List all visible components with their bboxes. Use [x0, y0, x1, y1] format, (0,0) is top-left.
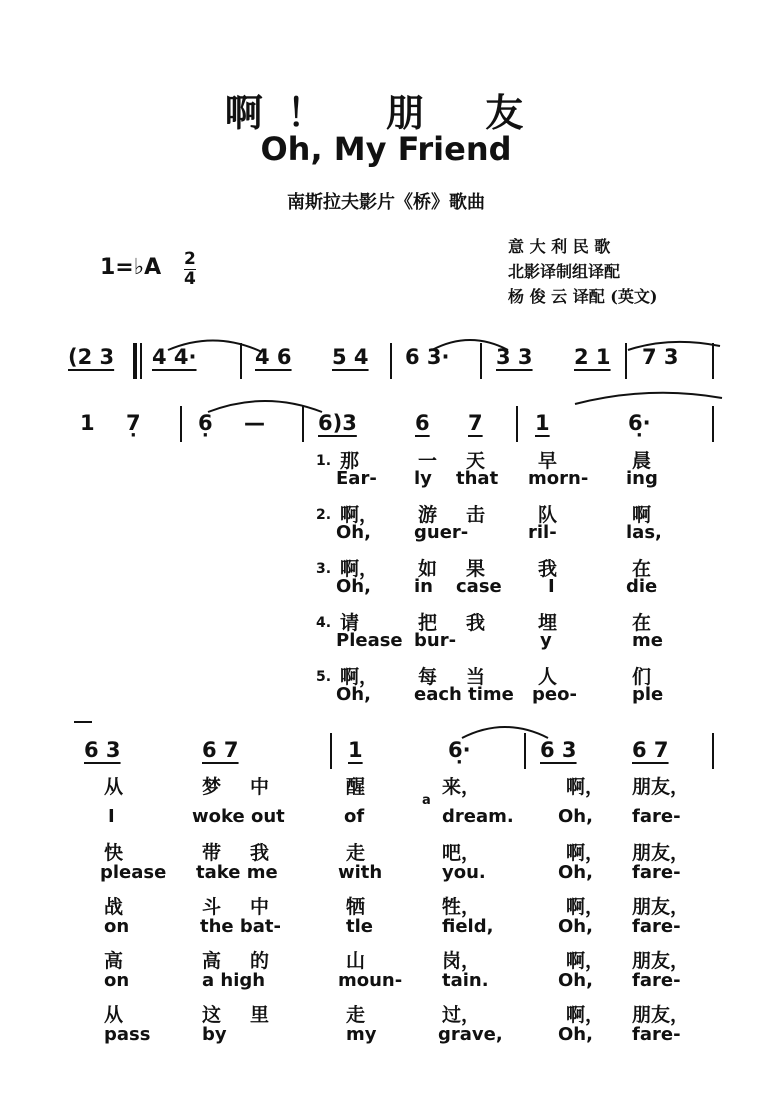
- lyric-cn: 高: [202, 950, 222, 972]
- lyric-cn: 在: [632, 612, 652, 634]
- verse-number: 1.: [316, 453, 332, 469]
- note-group: [540, 738, 577, 762]
- credit-composer: 意 大 利 民 歌: [508, 237, 611, 256]
- lyric-cn: 早: [538, 450, 558, 472]
- lyric-en: I: [548, 576, 555, 597]
- lyric-en: Oh,: [558, 806, 593, 827]
- lyric-cn: 岗，: [442, 950, 481, 972]
- lyric-cn: 里: [250, 1004, 270, 1026]
- lyric-cn: 啊，: [566, 776, 605, 798]
- lyric-en: Please: [336, 630, 403, 651]
- note-group: [496, 345, 533, 369]
- lyric-en: my: [346, 1024, 377, 1045]
- lyric-cn: 朋友，: [632, 896, 690, 918]
- lyric-cn: 们: [632, 666, 652, 688]
- lyric-cn: 我: [466, 612, 486, 634]
- note-text: 6)3: [318, 411, 357, 435]
- lyric-cn: 战: [104, 896, 124, 918]
- lyric-en: Oh,: [336, 684, 371, 705]
- verse-number: 2.: [316, 507, 332, 523]
- barline: [712, 343, 714, 379]
- lyric-en: y: [540, 630, 552, 651]
- barline: [140, 343, 142, 379]
- lyric-cn: 当: [466, 666, 486, 688]
- lyric-cn: 这: [202, 1004, 222, 1026]
- lyric-en: tain.: [442, 970, 489, 991]
- verse-number: 3.: [316, 561, 332, 577]
- credit-translator: 北影译制组译配: [508, 262, 621, 281]
- lyric-en: Oh,: [558, 862, 593, 883]
- lyric-cn: 走: [346, 842, 366, 864]
- lyric-cn: 醒: [346, 776, 366, 798]
- lyric-cn: 啊，: [340, 504, 379, 526]
- lyric-cn: 把: [418, 612, 438, 634]
- lyric-cn: 天: [466, 450, 486, 472]
- barline: [524, 733, 526, 769]
- note-group: [80, 411, 95, 435]
- lyric-en: pass: [104, 1024, 151, 1045]
- lyric-en: moun-: [338, 970, 403, 991]
- note-group: [632, 738, 669, 762]
- lyric-en: fare-: [632, 806, 681, 827]
- lyric-en: that: [456, 468, 499, 489]
- lyric-en: I: [108, 806, 115, 827]
- lyric-en: field,: [442, 916, 494, 937]
- lyric-en: Oh,: [336, 576, 371, 597]
- lyric-en: you.: [442, 862, 486, 883]
- lyric-cn: 我: [250, 842, 270, 864]
- note-group: [255, 345, 292, 369]
- lyric-cn: 击: [466, 504, 486, 526]
- note-group: [405, 345, 450, 369]
- lyric-cn: 牺: [346, 896, 366, 918]
- lyric-cn: 啊，: [566, 842, 605, 864]
- meter-top: 2: [184, 249, 196, 269]
- lyric-cn: 山: [346, 950, 366, 972]
- lyric-cn: 来，: [442, 776, 481, 798]
- lyric-cn: 过，: [442, 1004, 481, 1026]
- lyric-en: fare-: [632, 970, 681, 991]
- note-text: 1: [348, 738, 363, 762]
- note-text: 5 4: [332, 345, 369, 369]
- barline: [180, 406, 182, 442]
- note-text: 6 7: [202, 738, 239, 762]
- lyric-cn: 请: [340, 612, 360, 634]
- lyric-cn: 啊，: [566, 896, 605, 918]
- barline: [480, 343, 482, 379]
- note-text: 6 ·: [198, 411, 213, 435]
- verse-number: 5.: [316, 669, 332, 685]
- lyric-en: in: [414, 576, 433, 597]
- credit-english-translator: 杨 俊 云 译配 (英文): [508, 287, 658, 306]
- note-text: 2 1: [574, 345, 611, 369]
- note-group: [448, 738, 471, 762]
- note-text: (2 3: [68, 345, 115, 369]
- lyric-en: guer-: [414, 522, 469, 543]
- lyric-cn: 快: [104, 842, 124, 864]
- lyric-cn: 朋友，: [632, 842, 690, 864]
- note-text: 1: [535, 411, 550, 435]
- lyric-cn: 朋友，: [632, 950, 690, 972]
- lyric-cn: 啊，: [566, 1004, 605, 1026]
- lyric-en: a high: [202, 970, 266, 991]
- barline: [240, 343, 242, 379]
- lyric-cn: 走: [346, 1004, 366, 1026]
- lyric-cn: 啊: [632, 504, 652, 526]
- lyric-cn: 一: [418, 450, 438, 472]
- lyric-cn: 带: [202, 842, 222, 864]
- lyric-en: fare-: [632, 862, 681, 883]
- lyric-cn: 啊，: [340, 666, 379, 688]
- lyric-cn: 牲，: [442, 896, 481, 918]
- note-group: [468, 411, 483, 435]
- lyric-cn: 队: [538, 504, 558, 526]
- lyric-cn: 那: [340, 450, 360, 472]
- note-group: [332, 345, 369, 369]
- lyric-cn: 中: [250, 896, 270, 918]
- lyric-cn: 啊，: [566, 950, 605, 972]
- key-signature: 1=♭A: [100, 255, 162, 280]
- lyric-en: fare-: [632, 916, 681, 937]
- lyric-cn: 埋: [538, 612, 558, 634]
- note-text: 6 3: [84, 738, 121, 762]
- lyric-en: Oh,: [558, 916, 593, 937]
- lyric-en: Oh,: [558, 1024, 593, 1045]
- lyric-cn: 朋友，: [632, 776, 690, 798]
- lyric-en: me: [632, 630, 663, 651]
- lyric-en: of: [344, 806, 365, 827]
- note-text: —: [244, 411, 265, 435]
- note-text: 4 4·: [152, 345, 197, 369]
- lyric-en: take me: [196, 862, 278, 883]
- note-text: 4 6: [255, 345, 292, 369]
- lyric-cn: 游: [418, 504, 438, 526]
- lyric-en: each time: [414, 684, 514, 705]
- note-group: [348, 738, 363, 762]
- barline: [625, 343, 627, 379]
- lyric-en: ril-: [528, 522, 557, 543]
- note-group: [126, 411, 141, 435]
- note-group: [574, 345, 611, 369]
- subtitle: 南斯拉夫影片《桥》歌曲: [287, 192, 485, 213]
- lyric-cn: 斗: [202, 896, 222, 918]
- barline: [302, 406, 304, 442]
- lyric-en: please: [100, 862, 167, 883]
- note-text: 6· ·: [628, 411, 651, 435]
- lyric-en: peo-: [532, 684, 577, 705]
- lyric-en: on: [104, 970, 130, 991]
- lyric-cn: 从: [104, 1004, 124, 1026]
- note-text: 7 3: [642, 345, 679, 369]
- note-group: [415, 411, 430, 435]
- lyric-en: ing: [626, 468, 658, 489]
- lyric-en: by: [202, 1024, 227, 1045]
- note-group: [198, 411, 213, 435]
- lyric-cn: 我: [538, 558, 558, 580]
- note-text: 1: [80, 411, 95, 435]
- lyric-cn: 啊，: [340, 558, 379, 580]
- lyric-cn: 吧，: [442, 842, 481, 864]
- lyric-cn: 朋友，: [632, 1004, 690, 1026]
- note-group: [152, 345, 197, 369]
- note-text: 7: [468, 411, 483, 435]
- note-text: 6 3: [540, 738, 577, 762]
- barline: [516, 406, 518, 442]
- note-group: [84, 738, 121, 762]
- lyric-cn: 的: [250, 950, 270, 972]
- lyric-cn: 果: [466, 558, 486, 580]
- note-group: [628, 411, 651, 435]
- note-group: [318, 411, 357, 435]
- lyric-en: ly: [414, 468, 432, 489]
- lyric-cn: 如: [418, 558, 438, 580]
- lyric-en: ple: [632, 684, 664, 705]
- lyric-en: Oh,: [336, 522, 371, 543]
- lyric-en: a: [422, 793, 431, 808]
- lyric-en: bur-: [414, 630, 457, 651]
- lyric-cn: 高: [104, 950, 124, 972]
- note-text: 6: [415, 411, 430, 435]
- lyric-cn: 晨: [632, 450, 652, 472]
- lyric-en: on: [104, 916, 130, 937]
- lyric-en: die: [626, 576, 658, 597]
- lyric-en: dream.: [442, 806, 514, 827]
- note-text: 3 3: [496, 345, 533, 369]
- lyric-en: woke out: [192, 806, 285, 827]
- barline: [390, 343, 392, 379]
- note-group: [202, 738, 239, 762]
- note-group: [535, 411, 550, 435]
- lyric-en: las,: [626, 522, 662, 543]
- lyric-cn: 中: [250, 776, 270, 798]
- lyric-en: Ear-: [336, 468, 377, 489]
- barline: [712, 406, 714, 442]
- barline: [330, 733, 332, 769]
- lyric-cn: 在: [632, 558, 652, 580]
- note-group: [642, 345, 679, 369]
- note-group: [68, 345, 114, 369]
- meter-bottom: 4: [184, 269, 196, 289]
- lyric-en: fare-: [632, 1024, 681, 1045]
- lyric-en: morn-: [528, 468, 589, 489]
- lyric-en: the bat-: [200, 916, 281, 937]
- lyric-en: Oh,: [558, 970, 593, 991]
- note-text: 6 3·: [405, 345, 450, 369]
- lyric-cn: 梦: [202, 776, 222, 798]
- lyric-cn: 每: [418, 666, 438, 688]
- verse-number: 4.: [316, 615, 332, 631]
- note-group: [244, 411, 265, 435]
- lyric-en: grave,: [438, 1024, 503, 1045]
- title-english: Oh, My Friend: [260, 130, 512, 168]
- note-text: 7 ·: [126, 411, 141, 435]
- lyric-cn: 从: [104, 776, 124, 798]
- lyric-cn: 人: [538, 666, 558, 688]
- lyric-en: tle: [346, 916, 373, 937]
- note-text: 6 7: [632, 738, 669, 762]
- lyric-en: case: [456, 576, 502, 597]
- repeat-barline: [133, 343, 137, 379]
- lyric-en: with: [338, 862, 383, 883]
- barline: [712, 733, 714, 769]
- title-chinese: 啊！ 朋 友: [224, 90, 548, 135]
- note-text: 6· ·: [448, 738, 471, 762]
